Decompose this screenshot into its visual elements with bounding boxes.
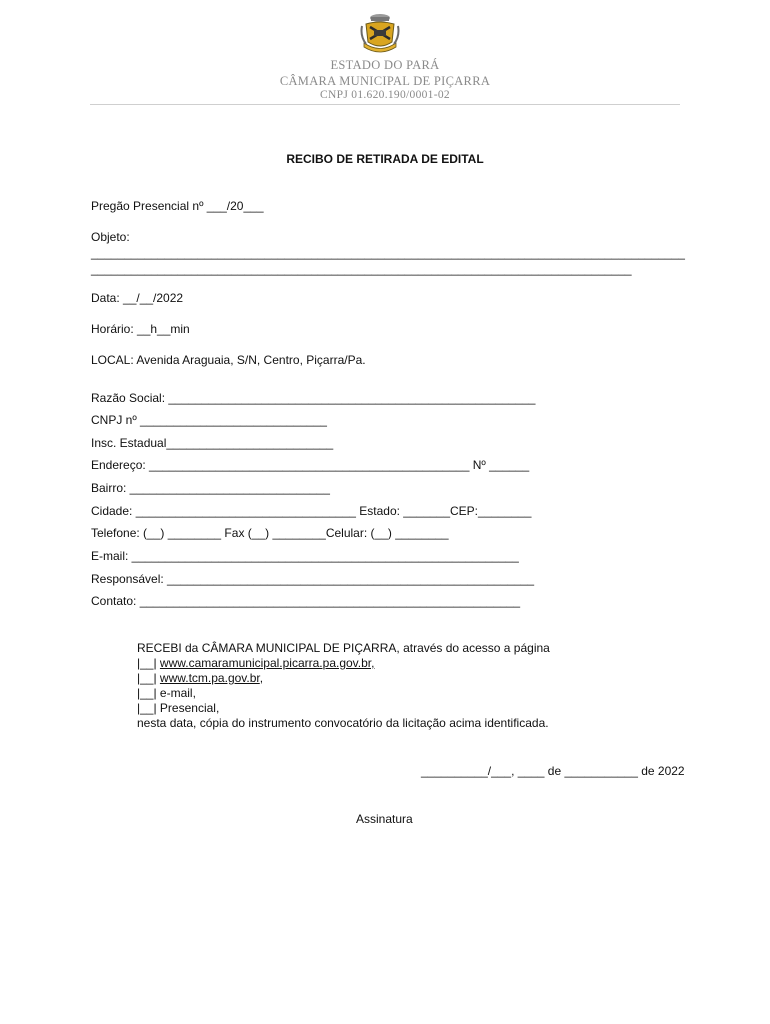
objeto-line-1: _________________________________________________________________________________________: [91, 246, 685, 260]
date-signature-line: __________/___, ____ de ___________ de 2022: [421, 764, 685, 778]
field-cnpj: CNPJ nº ____________________________: [91, 413, 327, 427]
header-divider: [90, 104, 680, 105]
objeto-label: Objeto:: [91, 230, 130, 244]
receipt-option-presencial: |__| Presencial,: [137, 701, 220, 715]
field-bairro: Bairro: ______________________________: [91, 481, 330, 495]
field-insc-estadual: Insc. Estadual_________________________: [91, 436, 334, 450]
header-state: ESTADO DO PARÁ: [330, 58, 440, 72]
receipt-option-tcm-site: |__| www.tcm.pa.gov.br,: [137, 671, 264, 685]
header-chamber: CÂMARA MUNICIPAL DE PIÇARRA: [279, 74, 491, 88]
signature-label: Assinatura: [356, 812, 413, 826]
municipal-crest-logo: [360, 12, 400, 56]
horario-line: Horário: __h__min: [91, 322, 190, 336]
camara-site-link[interactable]: www.camaramunicipal.picarra.pa.gov.br,: [159, 656, 375, 670]
field-endereco: Endereço: ________________________________________________ Nº ______: [91, 458, 530, 472]
tcm-site-link[interactable]: www.tcm.pa.gov.br: [159, 671, 260, 685]
receipt-option-email: |__| e-mail,: [137, 686, 196, 700]
document-title: RECIBO DE RETIRADA DE EDITAL: [286, 152, 484, 166]
receipt-closing: nesta data, cópia do instrumento convocatório da licitação acima identificada.: [137, 716, 549, 730]
field-responsavel: Responsável: _______________________________________________________: [91, 572, 535, 586]
field-telefone: Telefone: (__) ________ Fax (__) ________Celular: (__) ________: [91, 526, 449, 540]
objeto-line-2: _________________________________________________________________________________: [91, 262, 632, 276]
field-email: E-mail: __________________________________________________________: [91, 549, 519, 563]
field-contato: Contato: _________________________________________________________: [91, 594, 521, 608]
receipt-option-camara-site: [137, 656, 374, 670]
checkbox-blank: |__|: [137, 656, 160, 670]
local-line: LOCAL: Avenida Araguaia, S/N, Centro, Piçarra/Pa.: [91, 353, 366, 367]
checkbox-blank: |__|: [137, 671, 160, 685]
data-line: Data: __/__/2022: [91, 291, 184, 305]
header-cnpj: CNPJ 01.620.190/0001-02: [320, 89, 450, 101]
receipt-intro: RECEBI da CÂMARA MUNICIPAL DE PIÇARRA, através do acesso a página: [137, 641, 550, 655]
field-cidade: Cidade: _________________________________ Estado: _______CEP:________: [91, 504, 532, 518]
pregao-line: Pregão Presencial nº ___/20___: [91, 199, 264, 213]
field-razao-social: Razão Social: _______________________________________________________: [91, 391, 536, 405]
